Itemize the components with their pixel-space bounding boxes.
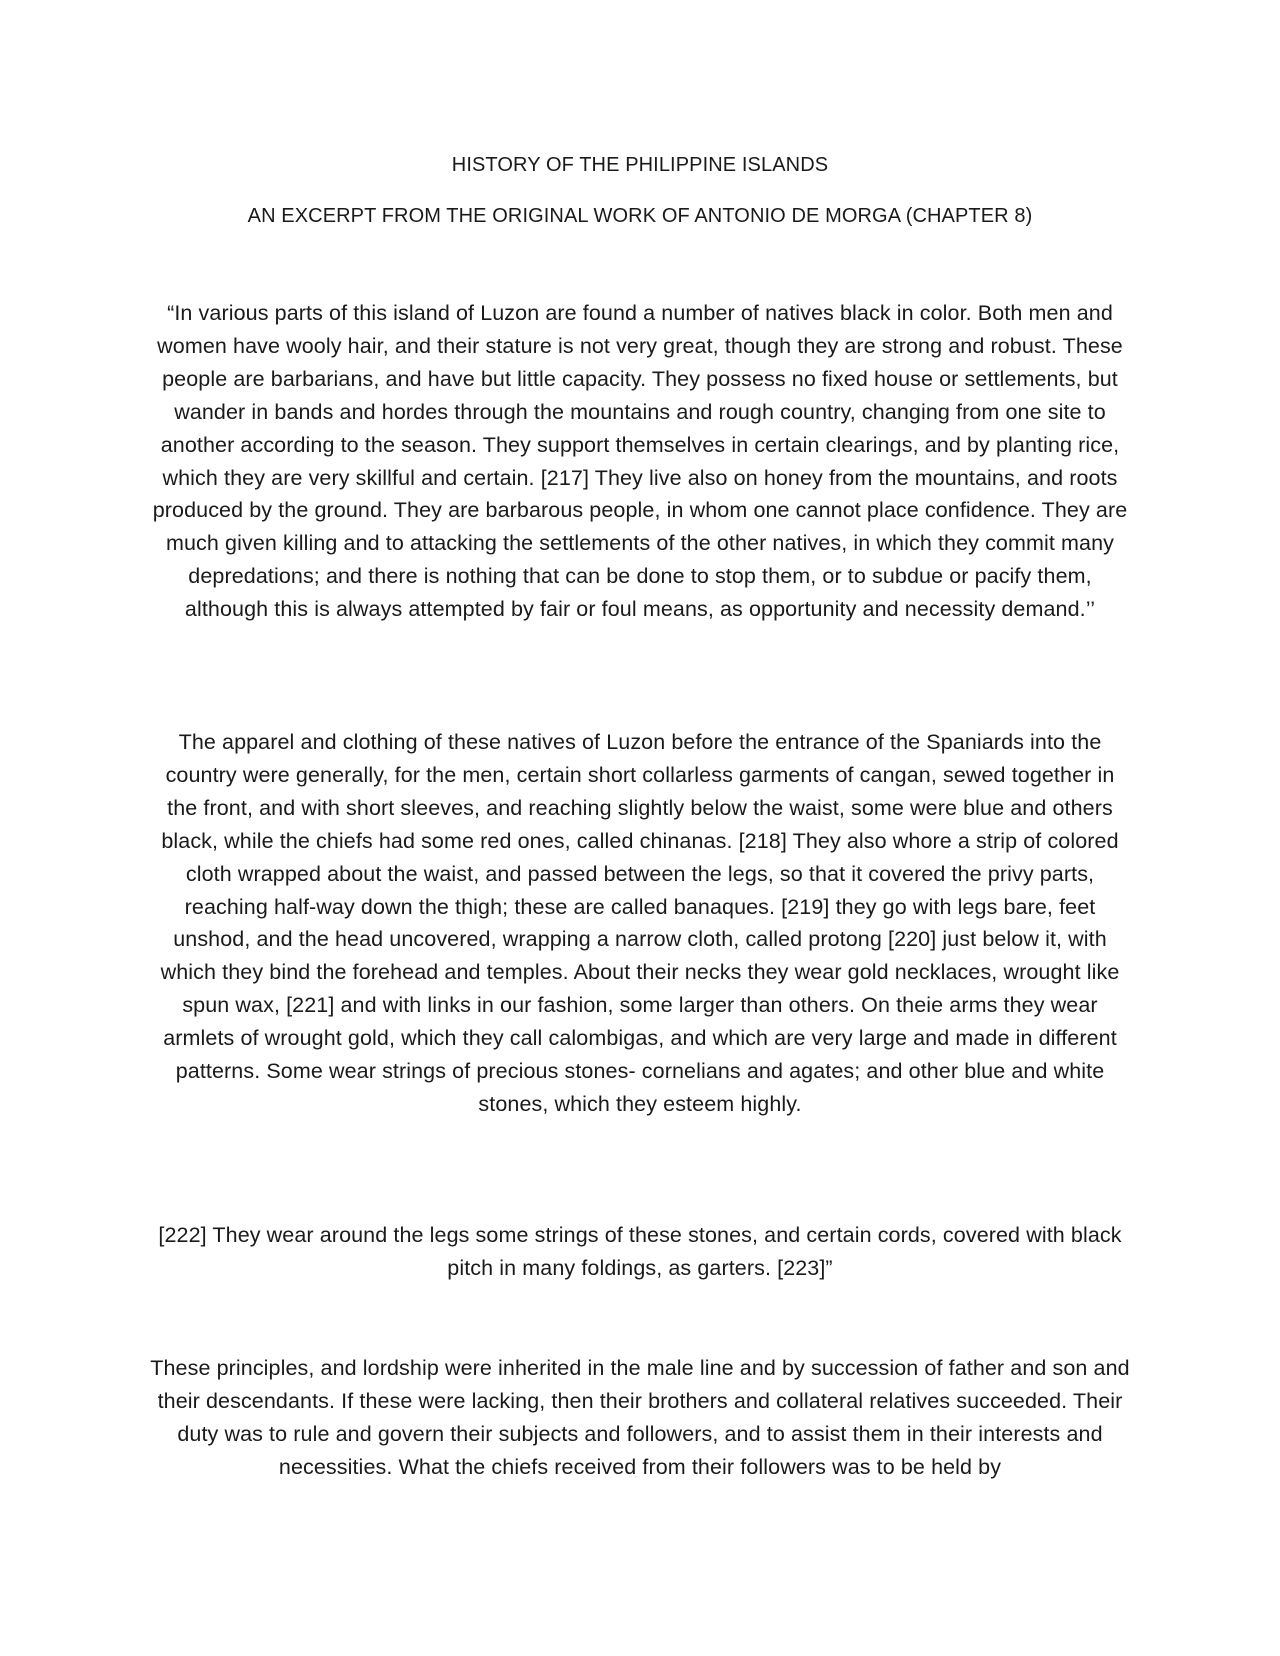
document-subtitle: AN EXCERPT FROM THE ORIGINAL WORK OF ANTONIO DE MORGA (CHAPTER 8) (247, 205, 1033, 227)
document-title: HISTORY OF THE PHILIPPINE ISLANDS (451, 154, 829, 176)
paragraph-2: The apparel and clothing of these natives of Luzon before the entrance of the Spaniards into the country were generally, for the men, certain short collarless garments of cangan, sewed together in the front, and with short sleeves, and reaching slightly below the waist, some were blue and others black, while the chiefs had some red ones, called chinanas. [218] They also whore a strip of colored cloth wrapped about the waist, and passed between the legs, so that it covered the privy parts, reaching half-way down the thigh; these are called banaques. [219] they go with legs bare, feet unshod, and the head uncovered, wrapping a narrow cloth, called protong [220] just below it, with which they bind the forehead and temples. About their necks they wear gold necklaces, wrought like spun wax, [221] and with links in our fashion, some larger than others. On theie arms they wear armlets of wrought gold, which they call calombigas, and which are very large and made in different patterns. Some wear strings of precious stones- cornelians and agates; and other blue and white stones, which they esteem highly. (160, 730, 1120, 1116)
paragraph-1: “In various parts of this island of Luzon are found a number of natives black in color. Both men and women have wooly hair, and their stature is not very great, though they are strong and robust. These people are barbarians, and have but little capacity. They possess no fixed house or settlements, but wander in bands and hordes through the mountains and rough country, changing from one site to another according to the season. They support themselves in certain clearings, and by planting rice, which they are very skillful and certain. [217] They live also on honey from the mountains, and roots produced by the ground. They are barbarous people, in whom one cannot place confidence. They are much given killing and to attacking the settlements of the other natives, in which they commit many depredations; and there is nothing that can be done to stop them, or to subdue or pacify them, although this is always attempted by fair or foul means, as opportunity and necessity demand.’’ (152, 301, 1128, 622)
paragraph-4: These principles, and lordship were inherited in the male line and by succession of father and son and their descendants. If these were lacking, then their brothers and collateral relatives succeeded. Their duty was to rule and govern their subjects and followers, and to assist them in their interests and necessities. What the chiefs received from their followers was to be held by (150, 1356, 1130, 1479)
paragraph-3: [222] They wear around the legs some strings of these stones, and certain cords, covered with black pitch in many foldings, as garters. [223]” (158, 1223, 1122, 1280)
